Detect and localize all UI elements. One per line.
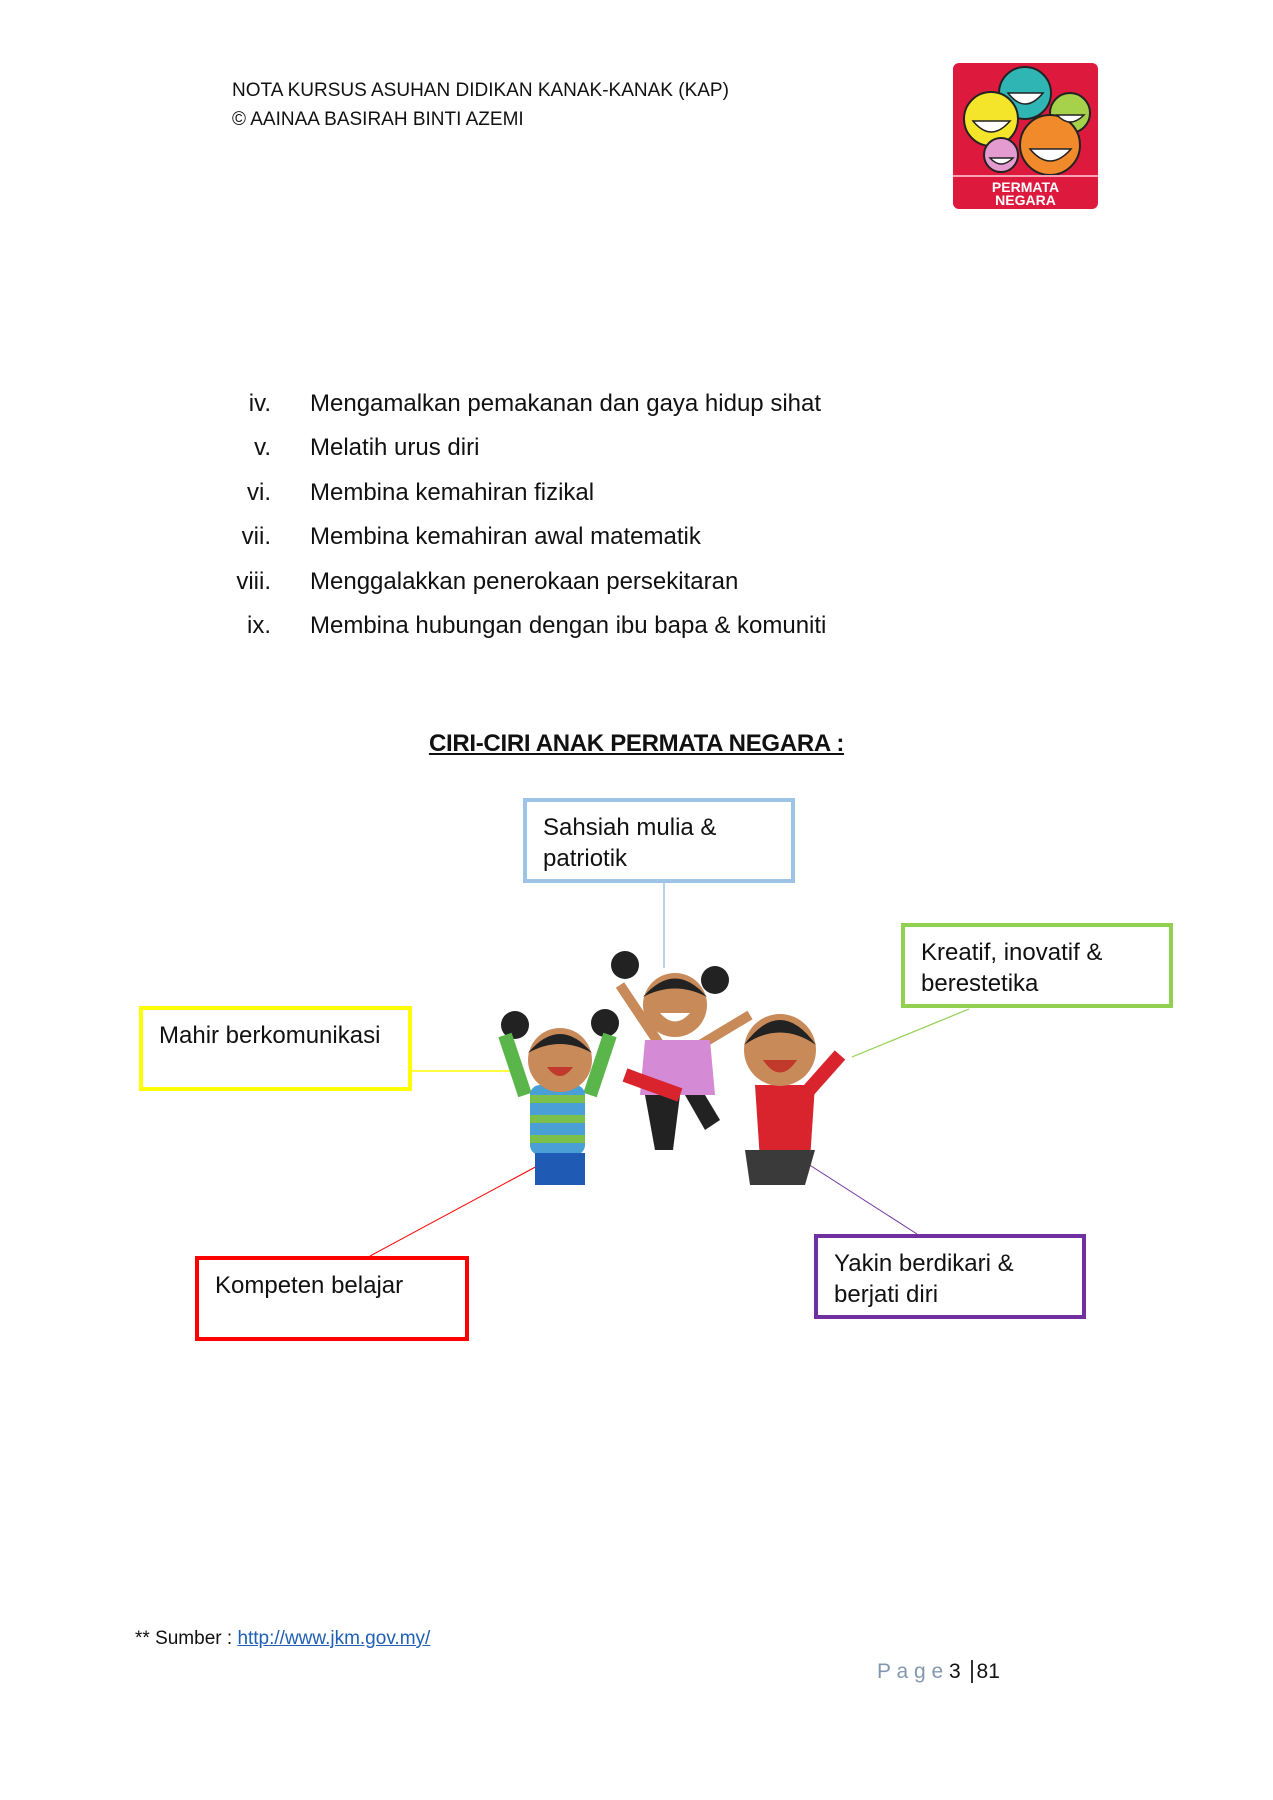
trait-box-komunikasi: Mahir berkomunikasi — [139, 1006, 412, 1091]
logo-text-line2: NEGARA — [995, 192, 1056, 208]
list-item-text: Mengamalkan pemakanan dan gaya hidup sihat — [310, 390, 822, 417]
header-course-title: NOTA KURSUS ASUHAN DIDIKAN KANAK-KANAK (KAP) — [232, 80, 729, 101]
child-girl-pink-icon — [611, 951, 750, 1150]
list-item-text: Membina kemahiran fizikal — [310, 479, 595, 506]
jumping-children-illustration — [495, 935, 870, 1195]
logo-text-line1: PERMATA — [991, 179, 1060, 195]
list-item-number: viii. — [236, 568, 271, 595]
source-link[interactable]: http://www.jkm.gov.my/ — [237, 1628, 431, 1649]
source-note — [135, 1628, 430, 1650]
list-item-text: Melatih urus diri — [310, 434, 480, 461]
list-item-text: Membina hubungan dengan ibu bapa & komuniti — [310, 612, 827, 639]
page-total: 81 — [976, 1660, 1000, 1683]
page-current: 3 — [949, 1660, 961, 1683]
page-word: P a g e — [877, 1660, 944, 1683]
list-item-text: Membina kemahiran awal matematik — [310, 523, 701, 550]
list-item-number: ix. — [247, 612, 271, 639]
source-label: ** Sumber : — [135, 1628, 238, 1649]
trait-box-sahsiah: Sahsiah mulia & patriotik — [523, 798, 795, 883]
child-girl-striped-icon — [501, 1009, 619, 1185]
page-number — [877, 1660, 1000, 1684]
header-author: © AAINAA BASIRAH BINTI AZEMI — [232, 109, 524, 130]
section-title: CIRI-CIRI ANAK PERMATA NEGARA : — [428, 730, 845, 757]
trait-box-yakin: Yakin berdikari & berjati diri — [814, 1234, 1086, 1319]
page-separator — [971, 1660, 973, 1683]
list-item-number: vii. — [241, 523, 271, 550]
list-item-number: v. — [254, 434, 271, 461]
trait-box-kompeten: Kompeten belajar — [195, 1256, 469, 1341]
list-item-text: Menggalakkan penerokaan persekitaran — [310, 568, 739, 595]
list-item-number: iv. — [248, 390, 271, 417]
trait-box-kreatif: Kreatif, inovatif & berestetika — [901, 923, 1173, 1008]
list-item-number: vi. — [247, 479, 271, 506]
